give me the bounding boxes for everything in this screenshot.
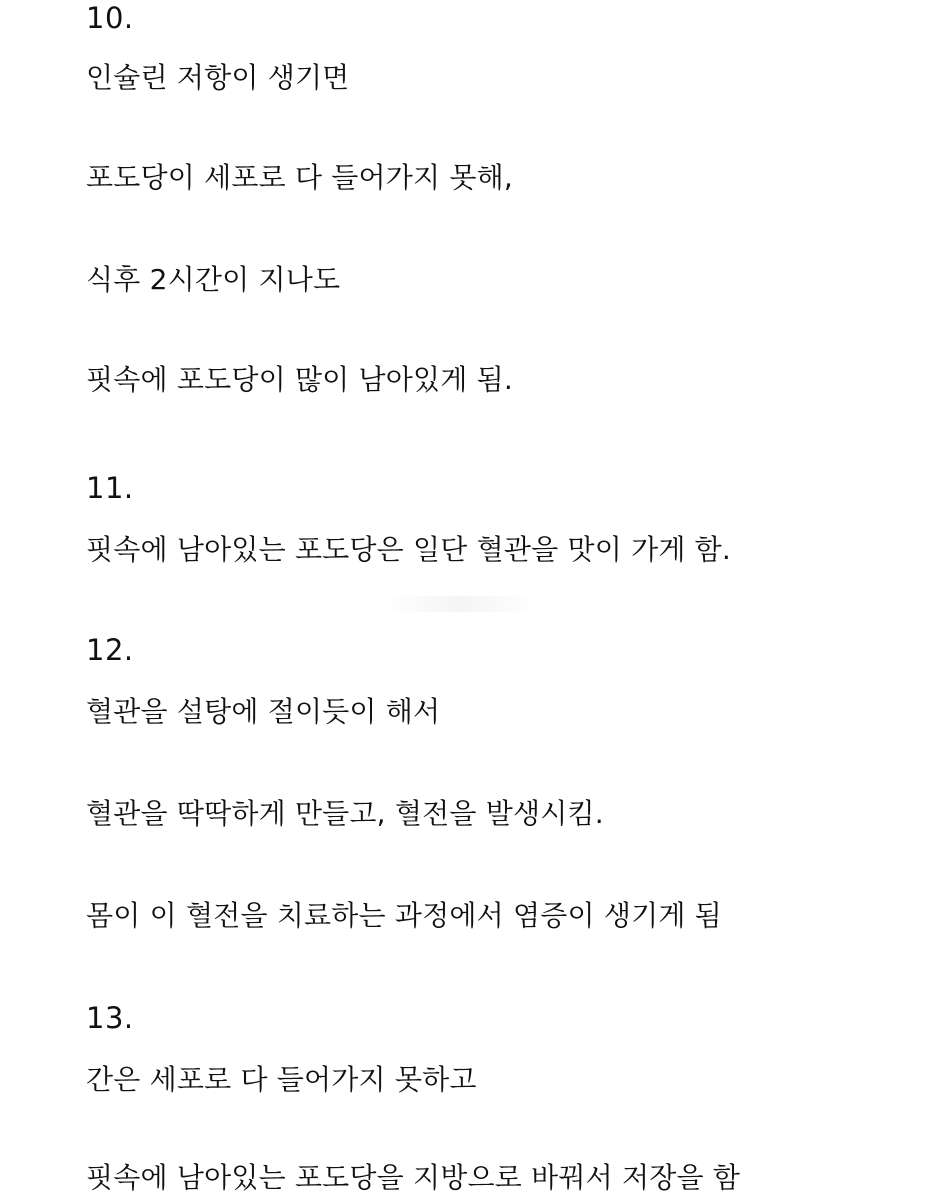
section-number-12: 12. [86, 633, 134, 667]
section-13-line-2: 핏속에 남아있는 포도당을 지방으로 바꿔서 저장을 함 [86, 1161, 741, 1194]
section-number-10: 10. [86, 1, 134, 35]
section-10-line-1: 인슐린 저항이 생기면 [86, 61, 350, 94]
section-11-line-1: 핏속에 남아있는 포도당은 일단 혈관을 맛이 가게 함. [86, 533, 732, 566]
section-10-line-2: 포도당이 세포로 다 들어가지 못해, [86, 161, 513, 194]
section-12-line-2: 혈관을 딱딱하게 만들고, 혈전을 발생시킴. [86, 797, 604, 830]
section-number-13: 13. [86, 1001, 134, 1035]
faint-watermark [380, 596, 540, 612]
section-10-line-3: 식후 2시간이 지나도 [86, 263, 341, 296]
section-12-line-3: 몸이 이 혈전을 치료하는 과정에서 염증이 생기게 됨 [86, 899, 722, 932]
section-13-line-1: 간은 세포로 다 들어가지 못하고 [86, 1063, 477, 1096]
section-10-line-4: 핏속에 포도당이 많이 남아있게 됨. [86, 363, 513, 396]
section-number-11: 11. [86, 471, 134, 505]
section-12-line-1: 혈관을 설탕에 절이듯이 해서 [86, 695, 441, 728]
